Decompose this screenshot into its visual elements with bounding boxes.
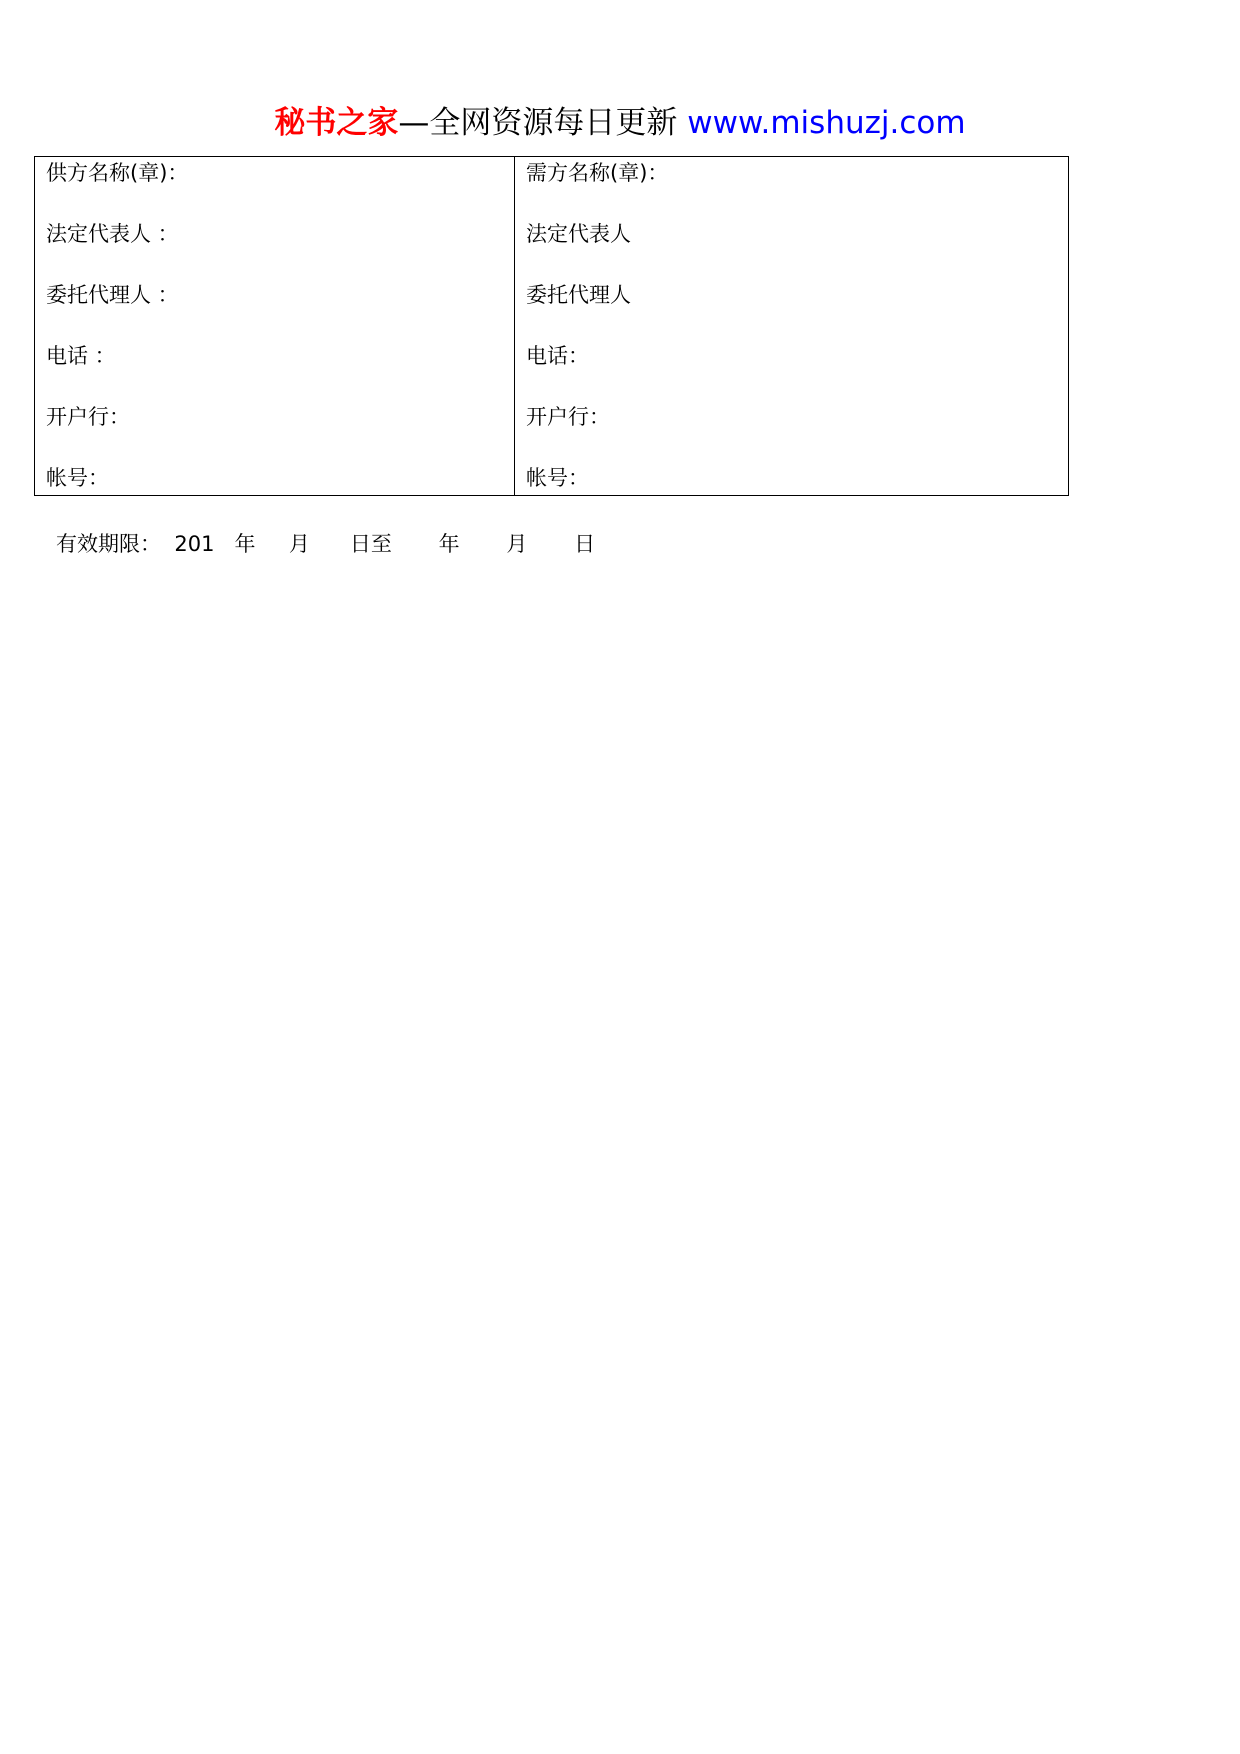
supplier-legal-rep-label: 法定代表人 ：	[46, 222, 179, 246]
brand-name: 秘书之家	[274, 105, 399, 141]
supplier-phone-label: 电话 ：	[46, 344, 116, 368]
buyer-column	[515, 157, 1068, 495]
supplier-name-label: 供方名称(章)：	[46, 161, 189, 185]
page-header	[0, 103, 1240, 143]
signature-table	[34, 156, 1069, 496]
buyer-bank-label: 开户行：	[526, 405, 610, 429]
buyer-legal-rep-label: 法定代表人	[526, 222, 631, 246]
supplier-agent-label: 委托代理人 ：	[46, 283, 179, 307]
buyer-phone-label: 电话：	[526, 344, 589, 368]
validity-period: 有效期限： 201 年 月 日至 年 月 日	[56, 532, 596, 556]
supplier-account-label: 帐号：	[46, 466, 109, 490]
buyer-account-label: 帐号：	[526, 466, 589, 490]
header-tagline: —全网资源每日更新	[398, 105, 688, 141]
supplier-bank-label: 开户行：	[46, 405, 130, 429]
supplier-column	[35, 157, 515, 495]
buyer-agent-label: 委托代理人	[526, 283, 631, 307]
site-url: www.mishuzj.com	[687, 105, 966, 141]
buyer-name-label: 需方名称(章)：	[526, 161, 669, 185]
